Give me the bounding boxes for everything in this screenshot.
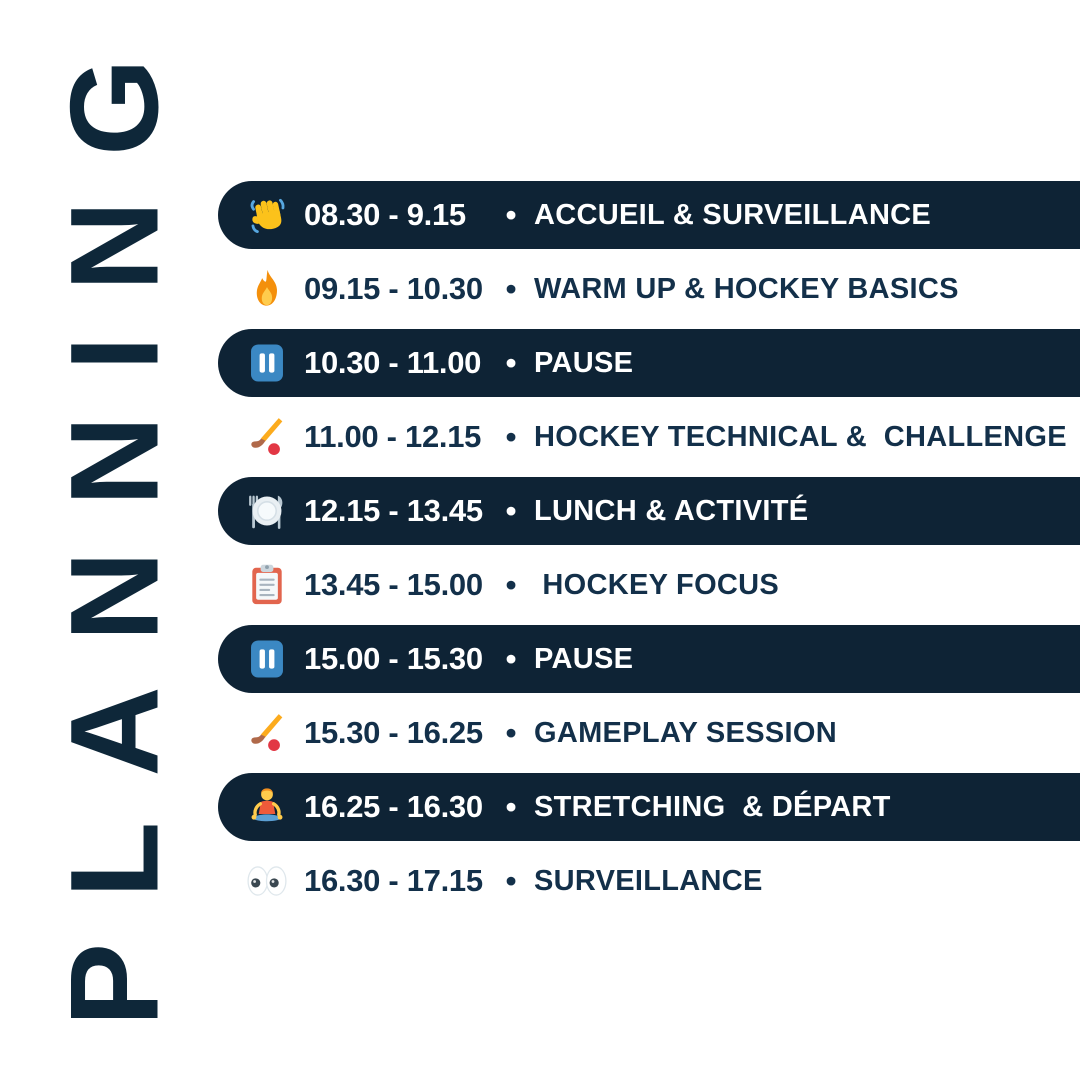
schedule-row [218, 551, 1080, 619]
time-range: 16.25 - 16.30 [304, 789, 483, 824]
activity-label: SURVEILLANCE [534, 864, 763, 897]
time-range: 10.30 - 11.00 [304, 345, 482, 380]
bullet-icon: • [505, 493, 517, 528]
activity-label: PAUSE [534, 642, 634, 675]
schedule-row [218, 181, 1080, 249]
activity-label: HOCKEY TECHNICAL & CHALLENGE [534, 420, 1067, 453]
time-range: 15.00 - 15.30 [304, 641, 483, 676]
bullet-icon: • [505, 345, 517, 380]
fire-icon [244, 266, 290, 312]
schedule-row [218, 403, 1080, 471]
activity-label: WARM UP & HOCKEY BASICS [534, 272, 959, 305]
bullet-icon: • [505, 567, 517, 602]
schedule-row [218, 773, 1080, 841]
pause-button-icon [244, 636, 290, 682]
schedule-row [218, 625, 1080, 693]
eyes-icon [244, 858, 290, 904]
waving-hand-icon [244, 192, 290, 238]
activity-label: HOCKEY FOCUS [534, 568, 780, 601]
time-range: 15.30 - 16.25 [304, 715, 483, 750]
bullet-icon: • [505, 197, 517, 232]
schedule-row [218, 847, 1080, 915]
activity-label: GAMEPLAY SESSION [534, 716, 837, 749]
activity-label: PAUSE [534, 346, 634, 379]
bullet-icon: • [505, 271, 517, 306]
activity-label: ACCUEIL & SURVEILLANCE [534, 198, 932, 231]
schedule-list [218, 181, 1080, 921]
bullet-icon: • [505, 715, 517, 750]
schedule-row [218, 477, 1080, 545]
time-range: 11.00 - 12.15 [304, 419, 482, 454]
lotus-person-icon [244, 784, 290, 830]
time-range: 09.15 - 10.30 [304, 271, 483, 306]
bullet-icon: • [505, 641, 517, 676]
field-hockey-icon [244, 710, 290, 756]
schedule-row [218, 255, 1080, 323]
bullet-icon: • [505, 789, 517, 824]
time-range: 12.15 - 13.45 [304, 493, 483, 528]
schedule-row [218, 699, 1080, 767]
field-hockey-icon [244, 414, 290, 460]
activity-label: LUNCH & ACTIVITÉ [534, 494, 809, 527]
clipboard-icon [244, 562, 290, 608]
pause-button-icon [244, 340, 290, 386]
time-range: 08.30 - 9.15 [304, 197, 466, 232]
time-range: 13.45 - 15.00 [304, 567, 483, 602]
fork-knife-plate-icon [244, 488, 290, 534]
bullet-icon: • [505, 863, 517, 898]
activity-label-duplicate: SURVEILLANCE [774, 864, 1004, 897]
activity-label: STRETCHING & DÉPART [534, 790, 891, 823]
time-range: 16.30 - 17.15 [304, 863, 483, 898]
page-title-vertical: PLANNING [45, 13, 185, 1027]
schedule-row [218, 329, 1080, 397]
bullet-icon: • [505, 419, 517, 454]
